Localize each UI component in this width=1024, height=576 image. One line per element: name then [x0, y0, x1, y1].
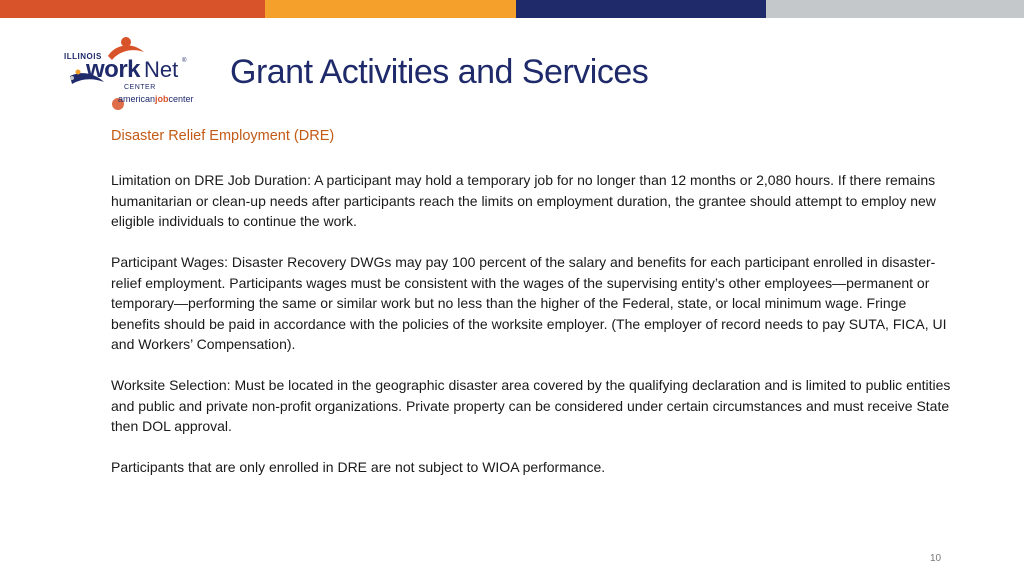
color-bar-red [0, 0, 265, 18]
paragraph-worksite-selection: Worksite Selection: Must be located in the geographic disaster area covered by the qualifying declaration and is limited to public entities and public and private non-profit organizations. Private property can be considered under certain circumstances and must receive State then DOL approval. [111, 377, 951, 434]
logo-ajc-prefix: american [118, 94, 156, 104]
svg-text:®: ® [182, 58, 187, 64]
slide-subtitle: Disaster Relief Employment (DRE) [111, 128, 335, 144]
logo-illinois-text: ILLINOIS [64, 52, 102, 61]
top-color-bar [0, 0, 1024, 18]
paragraph-job-duration: Limitation on DRE Job Duration: A participant may hold a temporary job for no longer than 12 months or 2,080 hours. If there remains humanitarian or clean-up needs after participants reach the limits on employment duration, the grantee should attempt to employ new eligible individuals to continue the work. [111, 172, 936, 229]
illinois-worknet-logo [60, 30, 220, 110]
logo-center-text: CENTER [124, 84, 156, 91]
logo-ajc-suffix: center [168, 94, 194, 104]
color-bar-gray [766, 0, 1024, 18]
slide-title: Grant Activities and Services [230, 53, 649, 91]
logo-ajc-text [118, 94, 194, 104]
page-number: 10 [930, 553, 942, 564]
color-bar-orange [265, 0, 516, 18]
paragraph-wioa-performance: Participants that are only enrolled in DRE are not subject to WIOA performance. [111, 459, 606, 475]
color-bar-navy [516, 0, 766, 18]
logo-net-text: Net [144, 57, 179, 82]
slide-body [111, 170, 951, 498]
logo-work-text: work [86, 56, 141, 83]
logo-ajc-job: job [155, 94, 169, 104]
paragraph-participant-wages: Participant Wages: Disaster Recovery DWGs may pay 100 percent of the salary and benefits for each participant enrolled in disaster-relief employment. Participants wages must be consistent with the wages of the supervising entity’s other employees—permanent or temporary—performing the same or similar work but no less than the higher of the Federal, state, or local minimum wage. Fringe benefits should be paid in accordance with the policies of the worksite employer. (The employer of record needs to pay SUTA, FICA, UI and Workers’ Compensation). [111, 254, 947, 352]
